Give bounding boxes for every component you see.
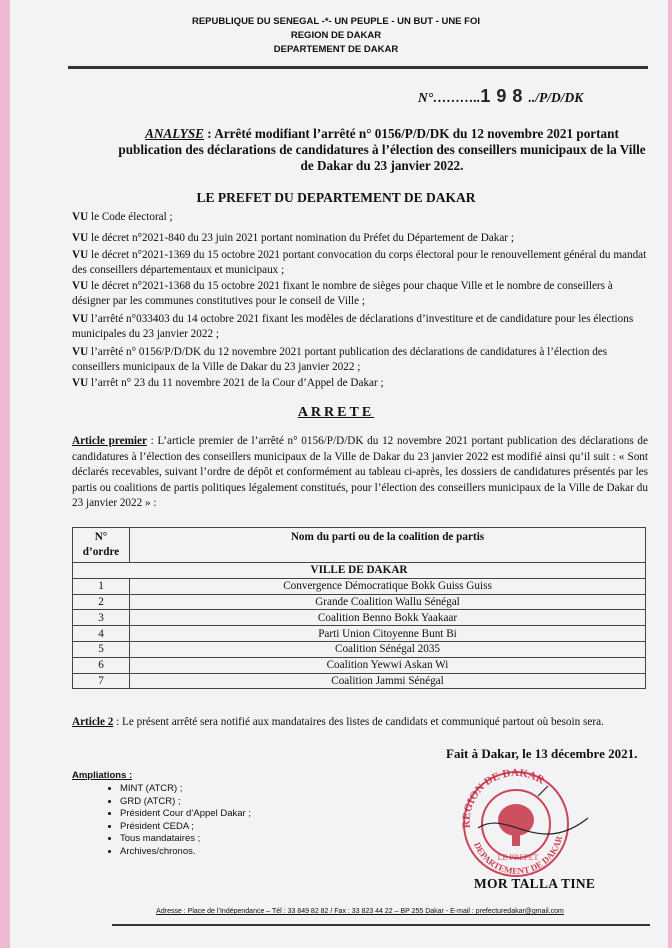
candidatures-table (72, 527, 646, 689)
list-item: • Tous mandataires ; (120, 833, 251, 846)
table-row: 2 Grande Coalition Wallu Sénégal (73, 594, 646, 610)
article1-text: : L’article premier de l’arrêté n° 0156/P/D/DK du 12 novembre 2021 portant publication des déclarations de candidatures à l’élection des conseillers municipaux de la Ville de Dakar du 23 janvier 2022 est modifié ainsi qu’il suit : « Sont déclarés recevables, suivant l’ordre de dépôt et conformément au tableau ci-après, les dossiers de candidatures présentés par les partis ou coalitions de partis politiques légalement constitués, pour l’élection des conseillers municipaux de la Ville de Dakar du 23 janvier 2022 » : (72, 435, 648, 510)
table-row: 4 Parti Union Citoyenne Bunt Bi (73, 626, 646, 642)
visa-item: VU le décret n°2021-1368 du 15 octobre 2021 fixant le nombre de sièges pour chaque Ville et le nombre de conseillers à désigner par les communes constitutives pour le conseil de Ville ; (72, 280, 613, 308)
table-row: 1 Convergence Démocratique Bokk Guiss Guiss (73, 578, 646, 594)
fait-a-dakar: Fait à Dakar, le 13 décembre 2021. (446, 746, 638, 761)
header-department: DEPARTEMENT DE DAKAR (273, 44, 399, 55)
table-header (73, 528, 646, 563)
seal-center: LE PREFET (497, 853, 539, 862)
seal-ring-top: REGION DE DAKAR (460, 767, 547, 829)
visa-item: VU l’arrêté n°033403 du 14 octobre 2021 fixant les modèles de déclarations d’investiture et de candidature pour les élections municipales du 23 janvier 2022 ; (72, 313, 634, 341)
list-item: • GRD (ATCR) ; (120, 796, 251, 809)
visa-item: VU le Code électoral ; (72, 211, 173, 223)
list-item: • MINT (ATCR) ; (120, 783, 251, 796)
prefecture-seal (448, 758, 596, 882)
footer-rule (112, 924, 650, 926)
visa-item: VU l’arrêté n° 0156/P/D/DK du 12 novembre 2021 portant publication des déclarations de candidatures à l’élection des conseillers municipaux de la Ville de Dakar du 23 janvier 2022 ; (72, 346, 608, 374)
table-row: 5 Coalition Sénégal 2035 (73, 641, 646, 657)
signatory-name: MOR TALLA TINE (474, 876, 596, 891)
visa-item: VU l’arrêt n° 23 du 11 novembre 2021 de la Cour d’Appel de Dakar ; (72, 377, 384, 389)
ampliations-title: Ampliations : (72, 770, 133, 781)
list-item: • Archives/chronos. (120, 846, 251, 859)
article2-label: Article 2 (72, 716, 114, 728)
table-row: 7 Coalition Jammi Sénégal (73, 673, 646, 689)
article-2 (72, 712, 648, 732)
handwritten-number: 198 (480, 86, 529, 106)
prefet-title: LE PREFET DU DEPARTEMENT DE DAKAR (196, 190, 476, 205)
col-nom: Nom du parti ou de la coalition de partis (130, 528, 646, 563)
table-row: 3 Coalition Benno Bokk Yaakaar (73, 610, 646, 626)
section-ville: VILLE DE DAKAR (73, 563, 646, 579)
list-item: • Président CEDA ; (120, 821, 251, 834)
arrete-title: ARRETE (297, 405, 375, 420)
header-rule (68, 66, 648, 69)
reference-number: N°………..198../P/D/DK (418, 86, 584, 106)
analyse-block (112, 126, 652, 174)
table-section (73, 563, 646, 579)
table-row: 6 Coalition Yewwi Askan Wi (73, 657, 646, 673)
visa-item: VU le décret n°2021-840 du 23 juin 2021 portant nomination du Préfet du Département de Dakar ; (72, 232, 514, 244)
signature-scribble (478, 786, 588, 834)
article1-label: Article premier (72, 435, 147, 447)
col-numero: N° d’ordre (73, 528, 130, 563)
analyse-label: ANALYSE (145, 126, 204, 141)
header-republic: REPUBLIQUE DU SENEGAL -*- UN PEUPLE - UN BUT - UNE FOI (191, 16, 480, 27)
list-item: • Président Cour d’Appel Dakar ; (120, 808, 251, 821)
analyse-text: : Arrêté modifiant l’arrêté n° 0156/P/D/DK du 12 novembre 2021 portant publication des déclarations de candidatures à l’élection des conseillers municipaux de la Ville de Dakar du 23 janvier 2022. (118, 126, 646, 173)
article2-text: : Le présent arrêté sera notifié aux mandataires des listes de candidats et communiqué partout où besoin sera. (113, 716, 604, 728)
footer-address: Adresse : Place de l’Indépendance – Tél : 33 849 82 82 / Fax : 33 823 44 22 – BP 255 Dakar - E-mail : prefecturedakar@gmail.com (156, 908, 564, 915)
header-region: REGION DE DAKAR (290, 30, 382, 41)
article-premier (72, 434, 648, 512)
seal-ring-bottom: DEPARTEMENT DE DAKAR (472, 834, 565, 877)
ampliations (72, 770, 251, 859)
visa-item: VU le décret n°2021-1369 du 15 octobre 2021 portant convocation du corps électoral pour le renouvellement général du mandat des conseillers départementaux et municipaux ; (72, 249, 647, 277)
